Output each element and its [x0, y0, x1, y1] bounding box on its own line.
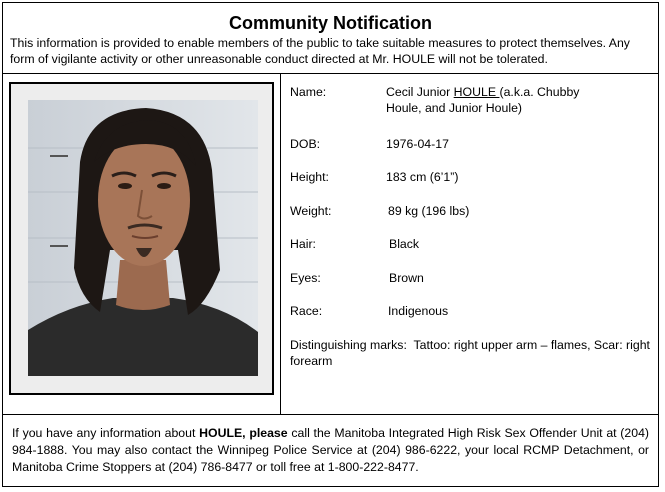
name-label: Name: — [290, 85, 327, 99]
weight-value: 89 kg (196 lbs) — [388, 204, 470, 218]
page-title: Community Notification — [229, 13, 432, 33]
race-label: Race: — [290, 304, 323, 318]
hair-label: Hair: — [290, 237, 316, 251]
name-aka-continued: Houle, and Junior Houle) — [386, 101, 523, 115]
weight-label: Weight: — [290, 204, 332, 218]
footer-name-bold: HOULE, please — [199, 426, 288, 440]
mugshot-photo — [28, 100, 258, 376]
eyes-value: Brown — [389, 271, 424, 285]
footer-pre: If you have any information about — [12, 426, 200, 440]
name-aka: (a.k.a. Chubby — [499, 85, 580, 99]
dob-label: DOB: — [290, 137, 321, 151]
height-label: Height: — [290, 170, 329, 184]
marks-label: Distinguishing marks: — [290, 338, 407, 352]
name-surname: HOULE — [453, 85, 500, 99]
header — [3, 3, 658, 74]
marks-value: Tattoo: right upper arm – flames, Scar: right forearm — [290, 338, 650, 368]
eyes-label: Eyes: — [290, 271, 321, 285]
dob-value: 1976-04-17 — [386, 137, 449, 151]
mugshot-illustration — [28, 100, 258, 376]
name-first: Cecil Junior — [386, 85, 454, 99]
race-value: Indigenous — [388, 304, 449, 318]
distinguishing-marks — [290, 337, 652, 369]
height-value: 183 cm (6’1”) — [386, 170, 459, 184]
photo-frame — [9, 82, 274, 395]
hair-value: Black — [389, 237, 420, 251]
photo-cell — [3, 74, 281, 414]
footer-post: call the Manitoba Integrated High Risk Sex Offender Unit at (204) 984-1888. You may also contact the Winnipeg Police Service at (204) 986-6222, your local RCMP Detachment, or Manitoba Crime Stoppers at (204) 786-8477 or toll free at 1-800-222-8477. — [12, 426, 650, 474]
notification-sheet — [2, 2, 659, 487]
name-value — [386, 84, 656, 116]
details-panel — [281, 74, 660, 414]
intro-text: This information is provided to enable members of the public to take suitable measures to protect themselves. Any form of vigilante activity or other unreasonable conduct directed at Mr. HOULE will not be tolerated. — [10, 36, 630, 66]
contact-footer — [3, 414, 658, 487]
